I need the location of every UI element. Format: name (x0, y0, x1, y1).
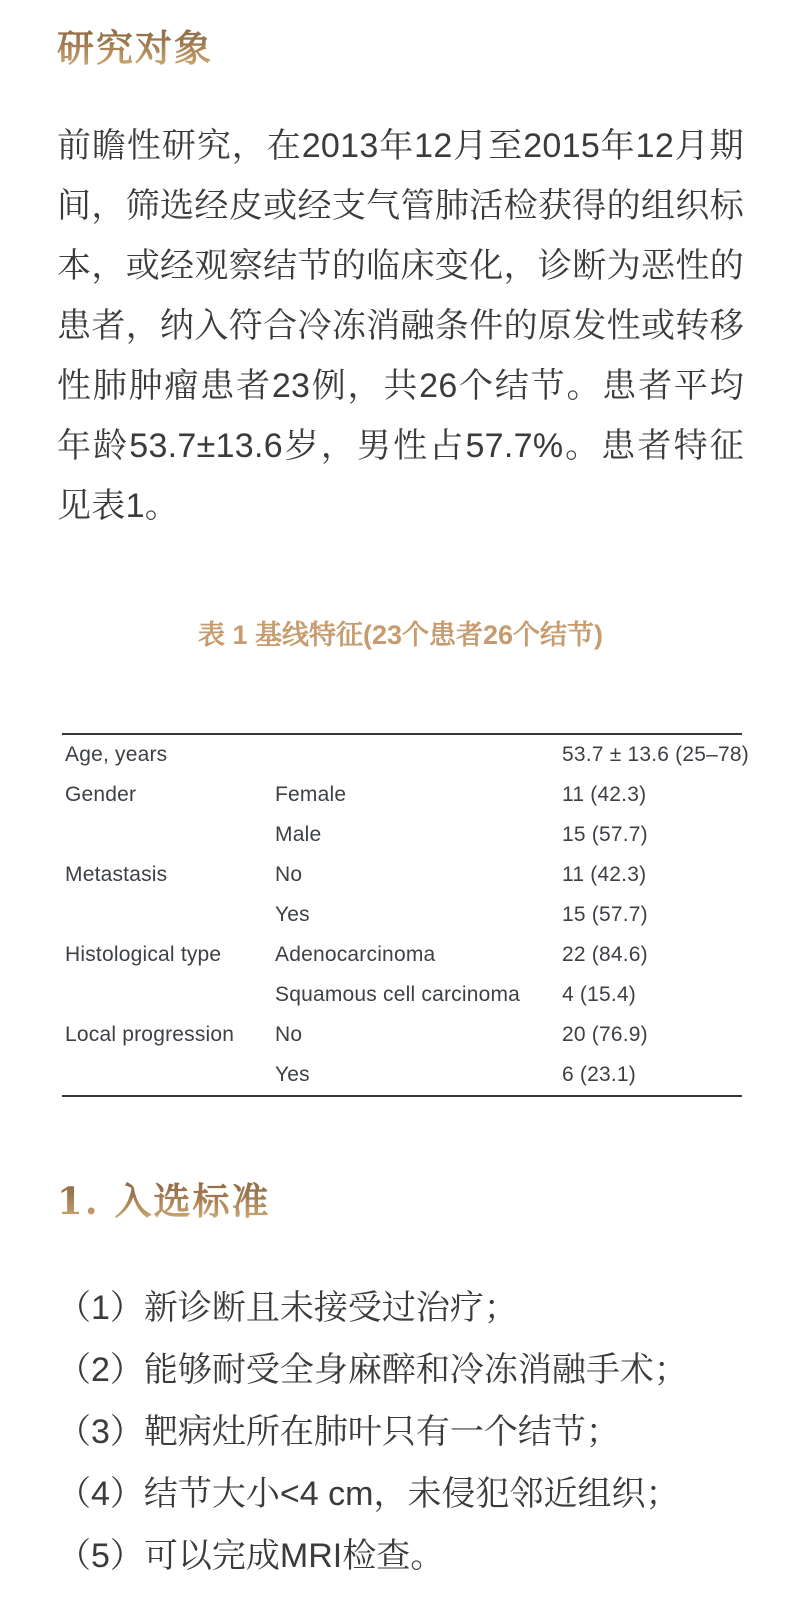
table-cell-value: 6 (23.1) (562, 1063, 636, 1086)
table-cell-category: Local progression (65, 1023, 235, 1046)
table-cell-value: 15 (57.7) (562, 823, 648, 846)
table-cell-category: Gender (65, 783, 137, 806)
criteria-item: （4）结节大小<4 cm，未侵犯邻近组织； (57, 1475, 680, 1513)
table-cell-subcategory: Female (275, 783, 347, 806)
table-row (62, 855, 742, 895)
table-row (62, 735, 749, 775)
inclusion-criteria-list (57, 1277, 744, 1587)
intro-paragraph: 前瞻性研究，在2013年12月至2015年12月期间，筛选经皮或经支气管肺活检获得的组织标本，或经观察结节的临床变化，诊断为恶性的患者，纳入符合冷冻消融条件的原发性或转移性肺肿瘤患者23例，共26个结节。患者平均年龄53.7±13.6岁，男性占57.7%。患者特征见表1。 (57, 127, 744, 525)
baseline-characteristics-table (62, 733, 749, 1097)
table-cell-value: 15 (57.7) (562, 903, 648, 926)
criteria-item: （3）靶病灶所在肺叶只有一个结节； (57, 1413, 620, 1451)
table-row (62, 975, 742, 1015)
table-cell-category: Age, years (65, 743, 168, 766)
table-cell-subcategory: No (275, 863, 303, 886)
table-cell-subcategory: Yes (275, 903, 310, 926)
table-cell-subcategory: Adenocarcinoma (275, 943, 436, 966)
section-heading-inclusion-criteria: 1. 入选标准 (57, 1177, 744, 1225)
table-cell-value: 20 (76.9) (562, 1023, 648, 1046)
table-cell-value: 4 (15.4) (562, 983, 636, 1006)
table-row (62, 815, 742, 855)
criteria-item: （5）可以完成MRI检查。 (57, 1537, 445, 1575)
table-row (62, 775, 742, 815)
table-row (62, 1055, 742, 1095)
table-cell-subcategory: Yes (275, 1063, 310, 1086)
table-row (62, 935, 742, 975)
table-cell-value: 53.7 ± 13.6 (25–78) (562, 743, 749, 766)
table-cell-value: 11 (42.3) (562, 863, 647, 886)
section-heading-research-subjects: 研究对象 (57, 24, 744, 72)
table-cell-value: 22 (84.6) (562, 943, 648, 966)
table-cell-value: 11 (42.3) (562, 783, 647, 806)
criteria-item: （1）新诊断且未接受过治疗； (57, 1289, 518, 1327)
table-cell-subcategory: No (275, 1023, 303, 1046)
criteria-item: （2）能够耐受全身麻醉和冷冻消融手术； (57, 1351, 688, 1389)
table-cell-category: Metastasis (65, 863, 168, 886)
table-row (62, 1015, 742, 1055)
table-row (62, 895, 742, 935)
table-cell-subcategory: Squamous cell carcinoma (275, 983, 521, 1006)
table-cell-subcategory: Male (275, 823, 322, 846)
table-cell-category: Histological type (65, 943, 222, 966)
table-caption: 表 1 基线特征(23个患者26个结节) (197, 620, 604, 650)
